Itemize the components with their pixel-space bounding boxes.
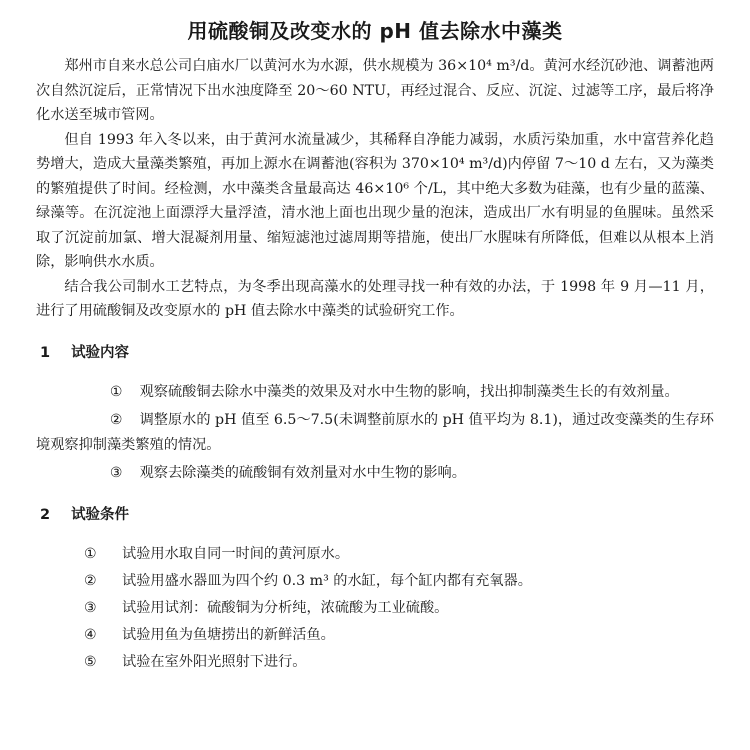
section-1-item-1 — [36, 380, 714, 405]
intro-paragraph-3: 结合我公司制水工艺特点，为冬季出现高藻水的处理寻找一种有效的办法，于 1998 年 9 月—11 月，进行了用硫酸铜及改变原水的 pH 值去除水中藻类的试验研究工作。 — [36, 278, 714, 319]
section-1-title: 试验内容 — [71, 344, 130, 361]
section-1-number: 1 — [40, 344, 51, 361]
section-1-item-2 — [36, 408, 714, 457]
section-2-heading — [36, 504, 714, 526]
item-text: 试验用盛水器皿为四个约 0.3 m³ 的水缸，每个缸内都有充氧器。 — [122, 572, 532, 589]
item-marker: ① — [84, 545, 97, 562]
intro-paragraph-2: 但自 1993 年入冬以来，由于黄河水流量减少，其稀释自净能力减弱，水质污染加重，水中富营养化趋势增大，造成大量藻类繁殖，再加上源水在调蓄池(容积为 370×10⁴ m³/d)内停留 7～10 d 左右，又为藻类的繁殖提供了时间。经检测，水中藻类含量最高达 46×10⁶ 个/L，其中绝大多数为硅藻，也有少量的蓝藻、绿藻等。在沉淀池上面漂浮大量浮渣，清水池上面也出现少量的泡沫，造成出厂水有明显的鱼腥味。虽然采取了沉淀前加氯、增大混凝剂用量、缩短滤池过滤周期等措施，使出厂水腥味有所降低，但难以从根本上消除，影响供水水质。 — [36, 131, 714, 270]
item-marker: ② — [84, 572, 97, 589]
item-marker: ③ — [84, 599, 97, 616]
item-marker: ⑤ — [84, 653, 97, 670]
item-text: 试验在室外阳光照射下进行。 — [122, 653, 307, 670]
section-2-item-5 — [36, 650, 714, 674]
section-1-item-3 — [36, 461, 714, 486]
section-1-heading — [36, 342, 714, 364]
item-marker: ① — [109, 383, 123, 400]
document-title: 用硫酸铜及改变水的 pH 值去除水中藻类 — [187, 19, 563, 43]
item-marker: ③ — [109, 465, 123, 481]
section-2-item-3 — [36, 596, 714, 620]
item-text: 观察去除藻类的硫酸铜有效剂量对水中生物的影响。 — [139, 465, 466, 481]
item-marker: ④ — [84, 626, 97, 643]
intro-paragraph-1: 郑州市自来水总公司白庙水厂以黄河水为水源，供水规模为 36×10⁴ m³/d。黄河水经沉砂池、调蓄池两次自然沉淀后，正常情况下出水浊度降至 20～60 NTU，再经过混合、反应、沉淀、过滤等工序，最后将净化水送至城市管网。 — [36, 58, 714, 123]
item-text: 调整原水的 pH 值至 6.5～7.5(未调整前原水的 pH 值平均为 8.1)，通过改变藻类的生存环境观察抑制藻类繁殖的情况。 — [36, 412, 714, 453]
item-text: 试验用水取自同一时间的黄河原水。 — [122, 545, 350, 562]
section-2-title: 试验条件 — [71, 506, 130, 523]
section-2-item-1 — [36, 542, 714, 566]
section-2-number: 2 — [40, 506, 51, 523]
section-2-item-4 — [36, 623, 714, 647]
item-marker: ② — [109, 412, 123, 428]
item-text: 观察硫酸铜去除水中藻类的效果及对水中生物的影响，找出抑制藻类生长的有效剂量。 — [139, 383, 679, 400]
item-text: 试验用鱼为鱼塘捞出的新鲜活鱼。 — [122, 626, 335, 643]
item-text: 试验用试剂：硫酸铜为分析纯，浓硫酸为工业硫酸。 — [122, 599, 449, 616]
section-2-item-2 — [36, 569, 714, 593]
